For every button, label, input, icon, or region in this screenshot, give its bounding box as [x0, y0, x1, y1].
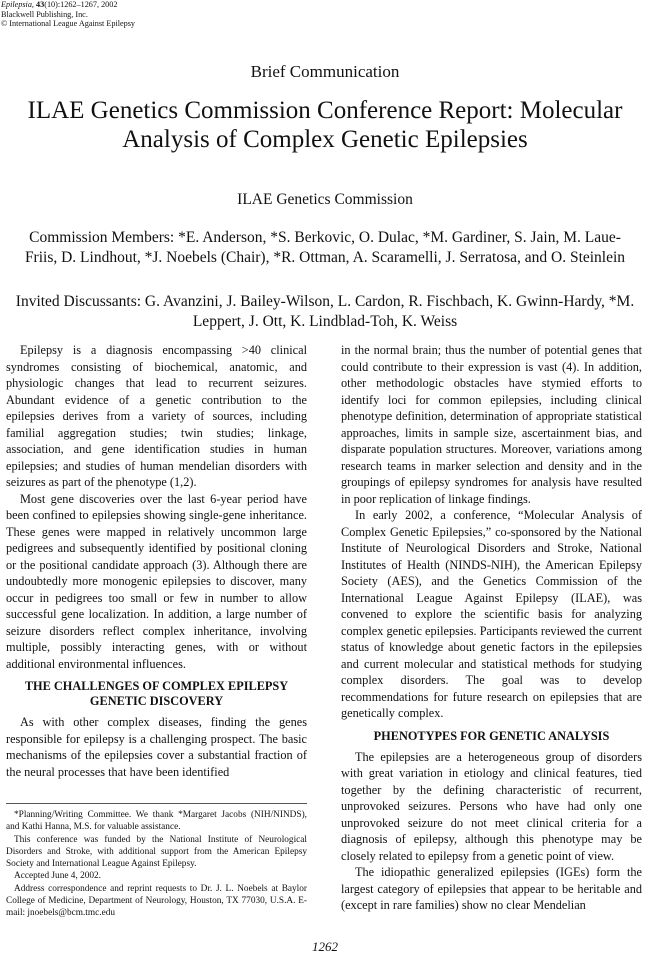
journal-name: Epilepsia, — [1, 0, 34, 9]
body-paragraph: Most gene discoveries over the last 6-year period have been confined to epilepsies showing single-gene inheritance. These genes were mapped in relatively uncommon large pedigrees and subsequently identified by positional cloning or the positional candidate approach (3). Although there are undoubtedly more monogenic epilepsies to discover, many occur in pedigrees too small or few in number to allow successful gene localization. In addition, a large number of seizure disorders reflect complex inheritance, involving multiple, possibly interacting genes, with or without additional environmental influences. — [6, 491, 307, 671]
footnote-accepted: Accepted June 4, 2002. — [14, 871, 102, 882]
body-paragraph: Epilepsy is a diagnosis encompassing >40 clinical syndromes consisting of biochemical, anatomic, and physiologic changes that lead to recurrent seizures. Abundant evidence of a genetic contribution to the epilepsies derives from a variety of sources, including familial aggregation studies; twin studies; linkage, association, and gene identification studies in human epilepsies; and studies of human mendelian disorders with seizures as part of the phenotype (1,2). — [6, 343, 307, 489]
section-heading-phenotypes: PHENOTYPES FOR GENETIC ANALYSIS — [373, 728, 610, 743]
left-column — [6, 342, 307, 780]
commission-members: Commission Members: *E. Anderson, *S. Berkovic, O. Dulac, *M. Gardiner, S. Jain, M. Laue-Friis, D. Lindhout, *J. Noebels (Chair), *R. Ottman, A. Scaramelli, J. Serratosa, and O. Steinlein — [24, 229, 626, 266]
footnote-correspondence: Address correspondence and reprint requests to Dr. J. L. Noebels at Baylor College of Medicine, Department of Neurology, Houston, TX 77030, U.S.A. E-mail: jnoebels@bcm.tmc.edu — [6, 883, 307, 919]
page-number: 1262 — [312, 939, 338, 954]
section-label: Brief Communication — [250, 62, 400, 81]
body-paragraph: The epilepsies are a heterogeneous group of disorders with great variation in etiology and clinical features, tied together by the defining characteristic of recurrent, unprovoked seizures. Persons who have had only one unprovoked seizure do not meet clinical criteria for a diagnosis of epilepsy, although this phenotype may be closely related to epilepsy from a genetic point of view. — [341, 749, 642, 863]
journal-citation-line — [1, 0, 135, 10]
invited-discussants: Invited Discussants: G. Avanzini, J. Bailey-Wilson, L. Cardon, R. Fischbach, K. Gwinn-Hardy, *M. Leppert, J. Ott, K. Lindblad-Toh, K. Weiss — [15, 293, 635, 330]
footnote-committee: *Planning/Writing Committee. We thank *Margaret Jacobs (NIH/NINDS), and Kathi Hanna, M.S. for valuable assistance. — [6, 810, 307, 833]
article-title: ILAE Genetics Commission Conference Report: Molecular Analysis of Complex Genetic Epilepsies — [27, 97, 623, 153]
journal-citation-block — [1, 0, 135, 29]
body-paragraph: As with other complex diseases, finding the genes responsible for epilepsy is a challenging prospect. The basic mechanisms of the epilepsies cover a substantial fraction of the neural processes that have been identified — [6, 715, 307, 779]
footnote-divider — [6, 803, 307, 804]
footnote-funding: This conference was funded by the National Institute of Neurological Disorders and Stroke, with additional support from the American Epilepsy Society and International League Against Epilepsy. — [6, 834, 307, 870]
body-paragraph: In early 2002, a conference, “Molecular Analysis of Complex Genetic Epilepsies,” co-sponsored by the National Institute of Neurological Disorders and Stroke, National Institutes of Health (NINDS-NIH), the American Epilepsy Society (AES), and the Genetics Commission of the International League Against Epilepsy (ILAE), was convened to explore the scientific basis for analyzing complex genetic epilepsies. Participants reviewed the current status of knowledge about genetic factors in the epilepsies and current molecular and statistical methods for studying complex disorders. The goal was to develop recommendations for future research on epilepsies that are genetically complex. — [341, 508, 642, 720]
body-paragraph: The idiopathic generalized epilepsies (IGEs) form the largest category of epilepsies that appear to be heritable and (except in rare families) show no clear Mendelian — [341, 865, 642, 912]
section-heading-challenges: THE CHALLENGES OF COMPLEX EPILEPSY GENETIC DISCOVERY — [24, 679, 289, 708]
author-line: ILAE Genetics Commission — [237, 191, 413, 208]
publisher-line: Blackwell Publishing, Inc. — [1, 9, 88, 19]
journal-volume: 43 — [36, 0, 45, 9]
body-paragraph-continued: in the normal brain; thus the number of potential genes that could contribute to their expression is vast (4). In addition, other methodologic obstacles have stymied efforts to identify loci for common epilepsies, including clinical phenotype definition, determination of appropriate statistical approaches, limits in sample size, ascertainment bias, and disparate population structures. Moreover, variations among research teams in marker selection and density and in the groupings of epilepsy syndromes for analysis have resulted in poor replication of linkage findings. — [341, 343, 642, 506]
journal-issue-pages: (10):1262–1267, 2002 — [44, 0, 118, 9]
copyright-line: © International League Against Epilepsy — [1, 19, 135, 29]
footnotes — [6, 803, 307, 920]
right-column — [341, 342, 642, 914]
